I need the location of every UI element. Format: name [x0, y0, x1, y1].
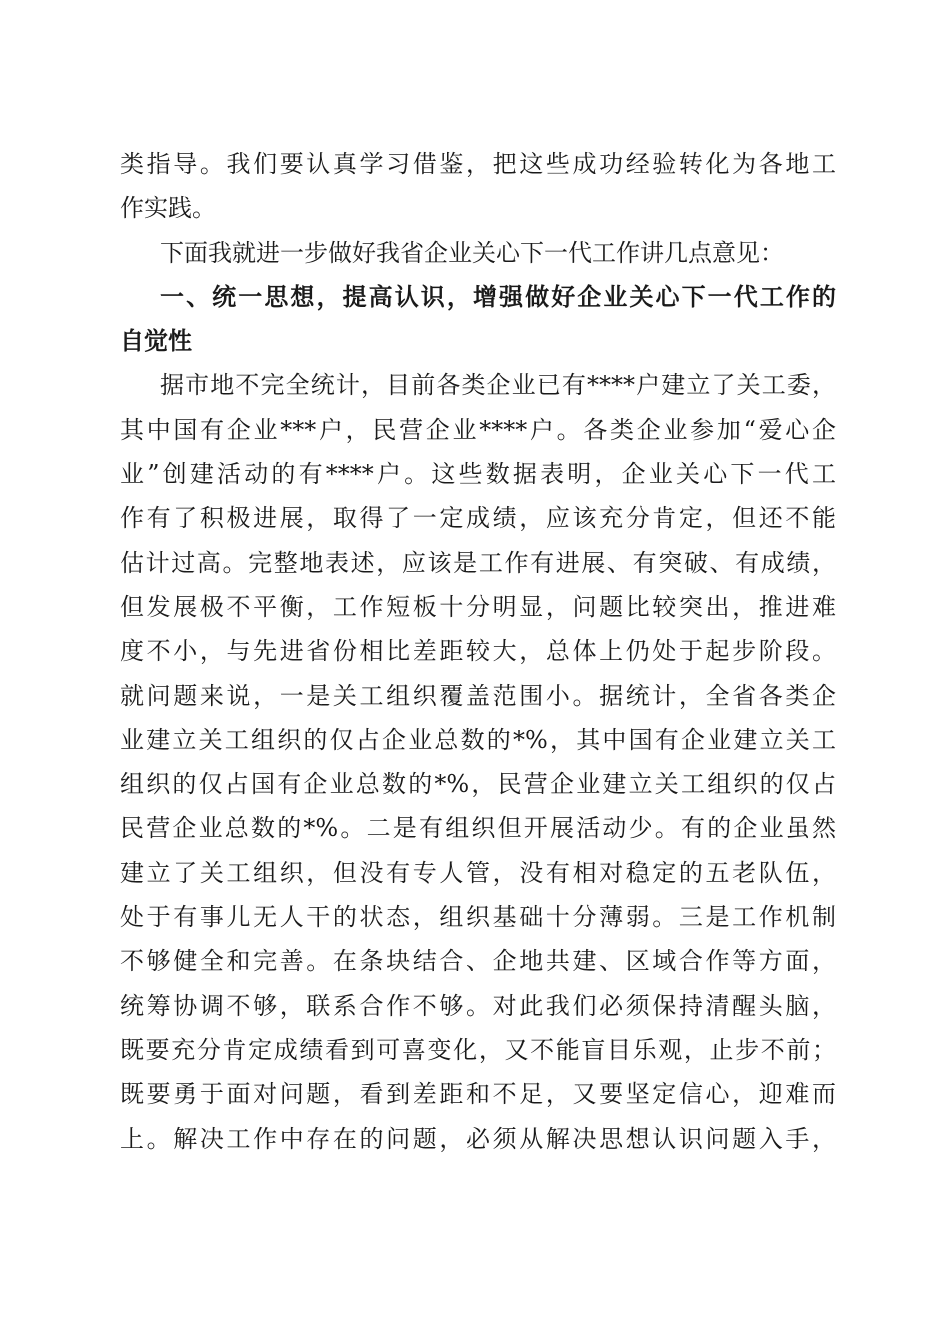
- text-line: 作有了积极进展，取得了一定成绩，应该充分肯定，但还不能: [120, 504, 836, 533]
- text-line: 度不小，与先进省份相比差距较大，总体上仍处于起步阶段。: [120, 637, 836, 666]
- text-line: 民营企业总数的*%。二是有组织但开展活动少。有的企业虽然: [120, 814, 836, 843]
- text-line: 组织的仅占国有企业总数的*%，民营企业建立关工组织的仅占: [120, 770, 836, 799]
- text-line: 就问题来说，一是关工组织覆盖范围小。据统计，全省各类企: [120, 681, 836, 710]
- text-line: 业”创建活动的有****户。这些数据表明，企业关心下一代工: [120, 460, 836, 489]
- heading-line: 自觉性: [120, 327, 192, 356]
- text-line: 类指导。我们要认真学习借鉴，把这些成功经验转化为各地工: [120, 150, 836, 178]
- text-line: 不够健全和完善。在条块结合、企地共建、区域合作等方面，: [120, 947, 836, 976]
- text-line: 但发展极不平衡，工作短板十分明显，问题比较突出，推进难: [120, 592, 836, 621]
- body-paragraph: [120, 363, 836, 1160]
- text-line: 据市地不完全统计，目前各类企业已有****户建立了关工委，: [160, 371, 836, 400]
- text-line: 统筹协调不够，联系合作不够。对此我们必须保持清醒头脑，: [120, 991, 836, 1020]
- text-line: 估计过高。完整地表述，应该是工作有进展、有突破、有成绩，: [120, 548, 836, 577]
- section-heading: [120, 275, 836, 364]
- text-line: 既要充分肯定成绩看到可喜变化，又不能盲目乐观，止步不前；: [120, 1035, 836, 1064]
- intro-paragraph: [120, 142, 836, 231]
- text-line: 下面我就进一步做好我省企业关心下一代工作讲几点意见：: [160, 238, 784, 267]
- text-line: 建立了关工组织，但没有专人管，没有相对稳定的五老队伍，: [120, 858, 836, 887]
- text-line: 业建立关工组织的仅占企业总数的*%，其中国有企业建立关工: [120, 725, 836, 754]
- document-page: [120, 142, 836, 1161]
- text-line: 处于有事儿无人干的状态，组织基础十分薄弱。三是工作机制: [120, 903, 836, 932]
- lead-in-paragraph: [120, 231, 836, 275]
- text-line: 既要勇于面对问题，看到差距和不足，又要坚定信心，迎难而: [120, 1080, 836, 1109]
- text-line: 作实践。: [120, 194, 216, 223]
- text-line: 其中国有企业***户，民营企业****户。各类企业参加“爱心企: [120, 415, 836, 444]
- text-line: 上。解决工作中存在的问题，必须从解决思想认识问题入手，: [120, 1124, 836, 1153]
- heading-line: 一、统一思想，提高认识，增强做好企业关心下一代工作的: [160, 282, 836, 311]
